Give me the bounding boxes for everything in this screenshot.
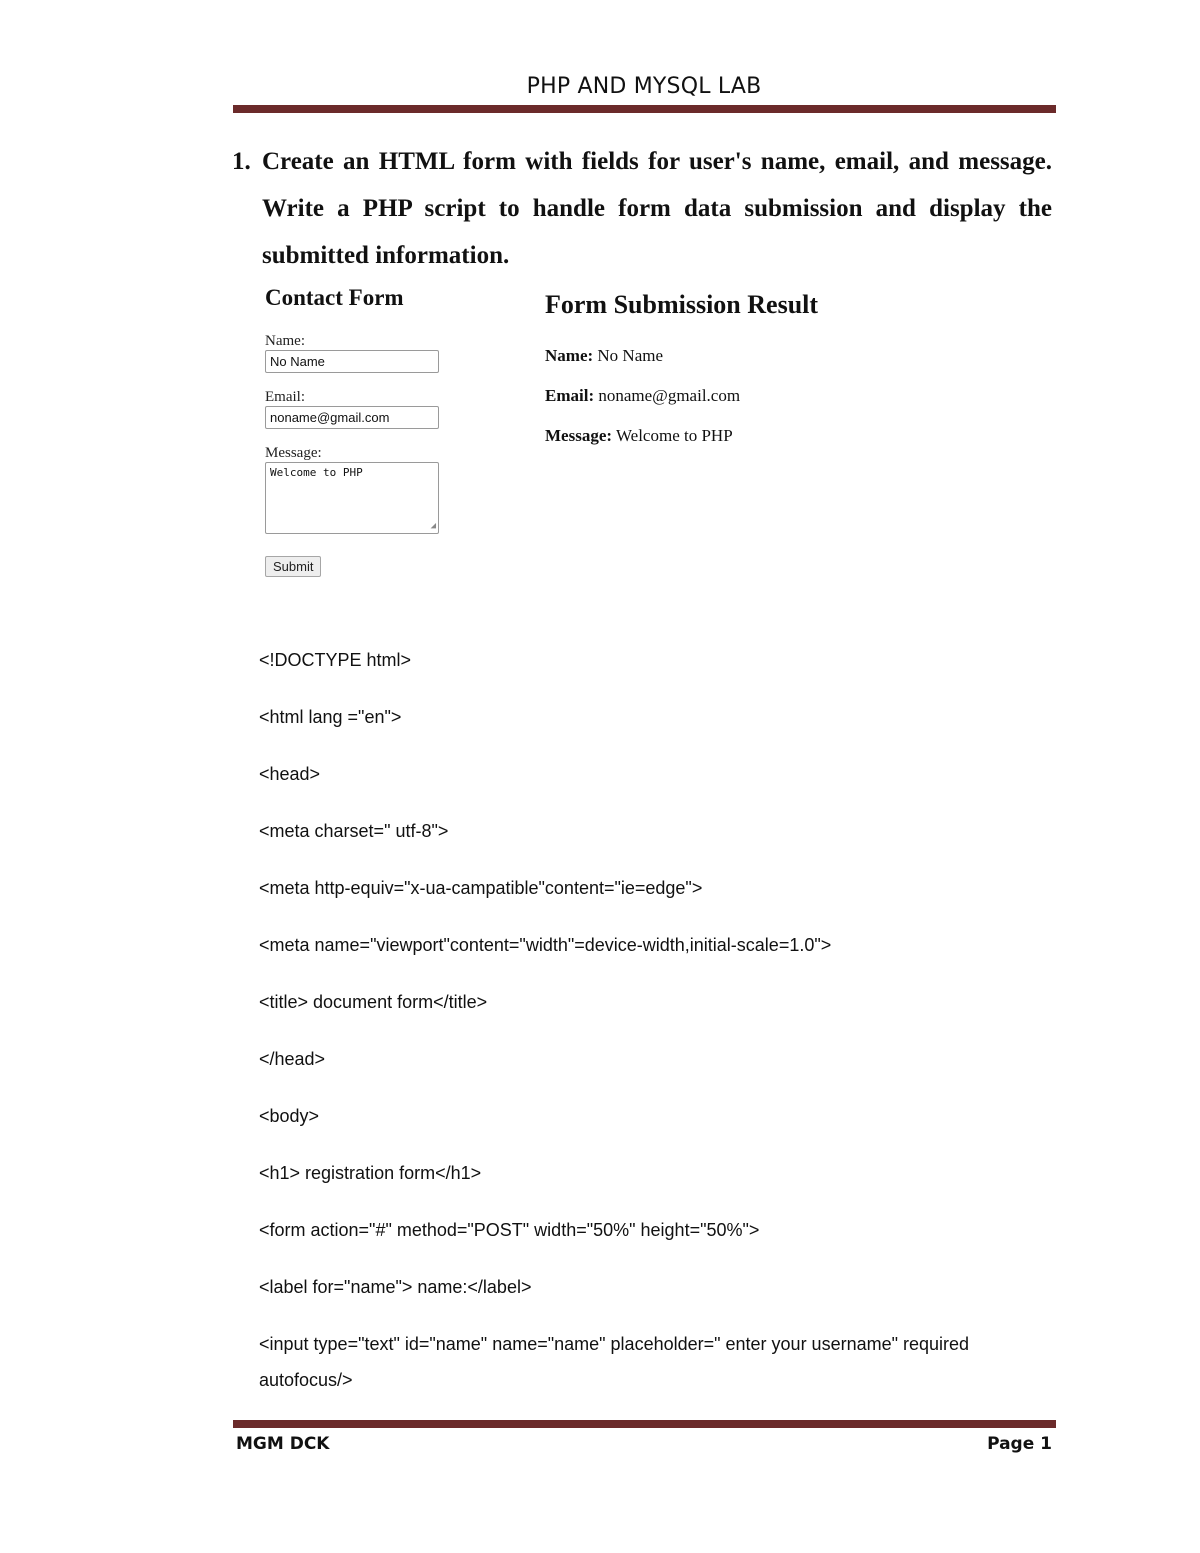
result-email [545,386,1025,406]
message-label: Message: [265,445,322,461]
code-line: <html lang ="en"> [259,707,402,727]
email-field[interactable]: noname@gmail.com [265,406,439,429]
result-title: Form Submission Result [545,290,819,319]
code-line: <form action="#" method="POST" width="50%" height="50%"> [259,1220,760,1240]
result-name [545,346,1025,366]
result-message [545,426,1025,446]
name-field[interactable]: No Name [265,350,439,373]
code-line: <h1> registration form</h1> [259,1163,482,1183]
name-label: Name: [265,333,305,349]
result-email-value: noname@gmail.com [598,386,741,405]
resize-grip-icon[interactable]: ◢ [430,521,436,531]
email-label: Email: [265,389,305,405]
footer-rule [233,1420,1056,1428]
form-result-screenshot [545,290,1025,466]
question-number: 1. [232,148,251,175]
result-name-value: No Name [597,346,664,365]
code-line: <label for="name"> name:</label> [259,1277,532,1297]
code-line: <meta http-equiv="x-ua-campatible"content="ie=edge"> [259,878,703,898]
submit-button[interactable]: Submit [265,556,321,577]
running-header: PHP AND MYSQL LAB [526,74,762,99]
contact-form-title: Contact Form [265,285,404,310]
result-message-value: Welcome to PHP [615,426,733,445]
code-line: <meta name="viewport"content="width"=device-width,initial-scale=1.0"> [259,935,832,955]
page-number: Page 1 [987,1434,1052,1454]
contact-form-screenshot [265,285,465,577]
code-line: <input type="text" id="name" name="name" placeholder=" enter your username" required autofocus/> [259,1334,970,1390]
code-line: <body> [259,1106,320,1126]
result-name-label: Name: [545,346,594,365]
code-line: <title> document form</title> [259,992,488,1012]
code-line: <!DOCTYPE html> [259,650,412,670]
message-textarea[interactable] [265,462,439,534]
code-line: <meta charset=" utf-8"> [259,821,449,841]
footer-institution: MGM DCK [236,1434,330,1454]
message-text: Welcome to PHP [270,466,363,479]
header-rule [233,105,1056,113]
result-email-label: Email: [545,386,595,405]
code-line: </head> [259,1049,326,1069]
question-1 [232,138,1052,279]
result-message-label: Message: [545,426,613,445]
code-line: <head> [259,764,321,784]
question-text: Create an HTML form with fields for user's name, email, and message. Write a PHP script to handle form data submission and display the submitted information. [262,148,1052,269]
